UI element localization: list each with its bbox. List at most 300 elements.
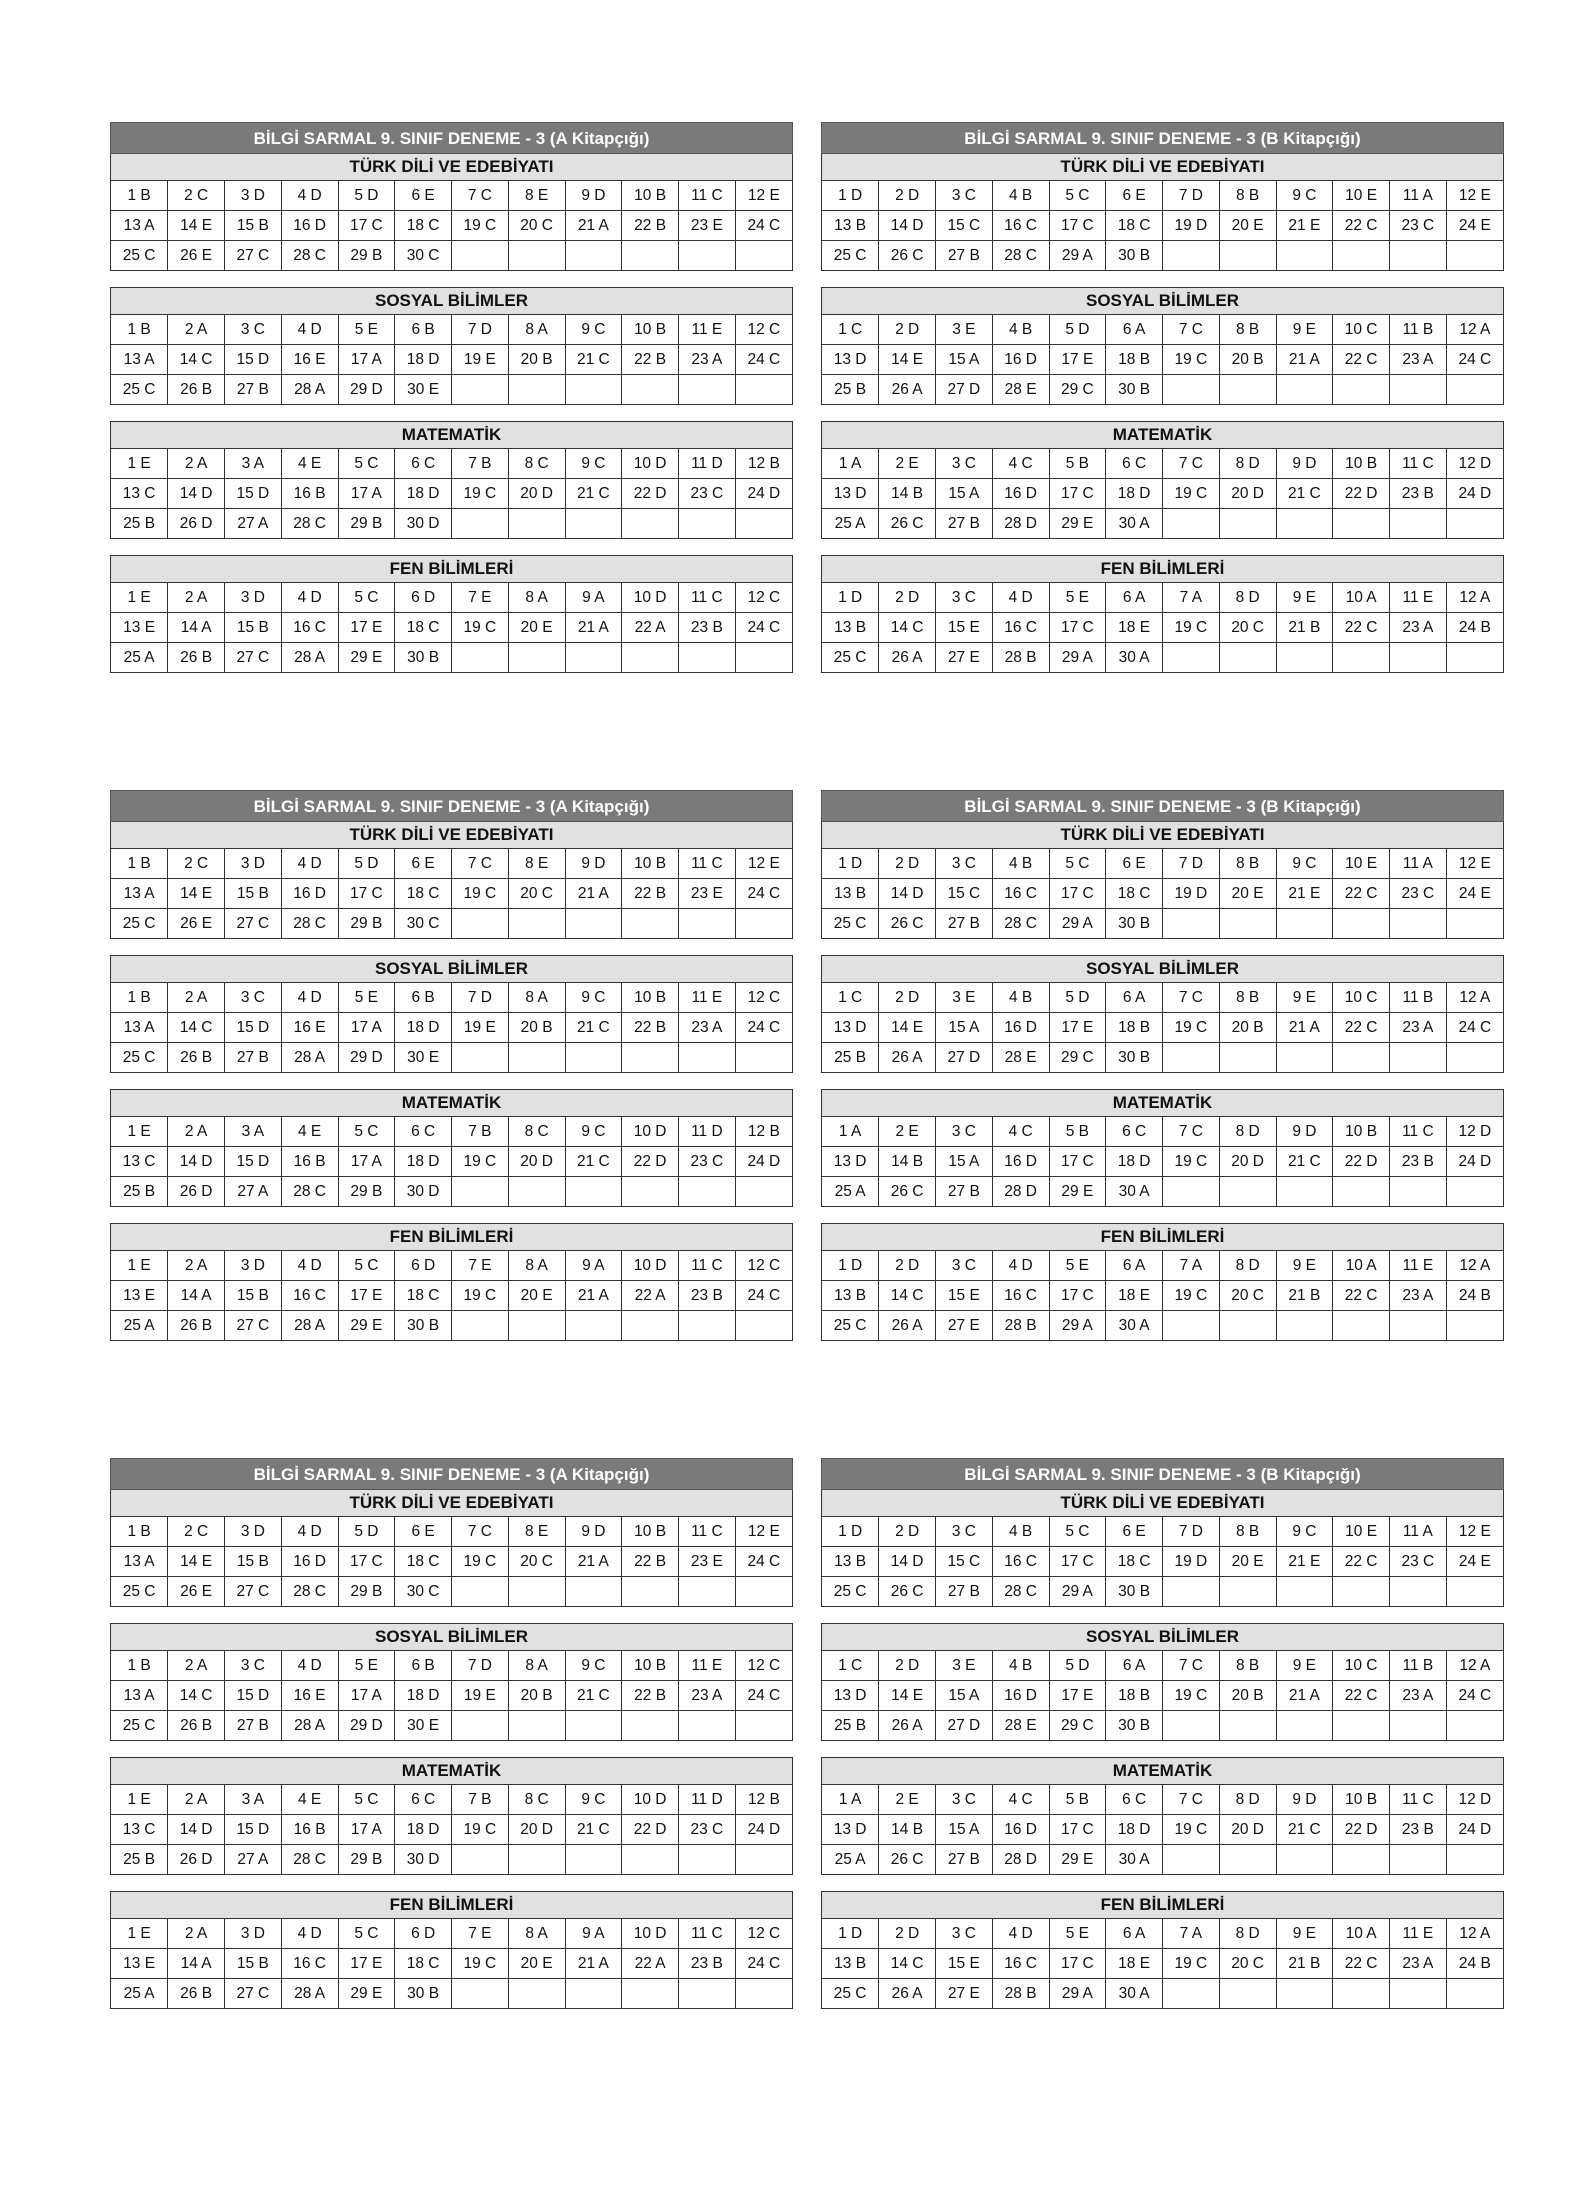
subject-title: MATEMATİK: [111, 422, 792, 449]
answer-cell: 5 B: [1049, 449, 1106, 479]
answer-cell: 23 A: [1390, 345, 1447, 375]
answer-cell: 27 B: [936, 1845, 993, 1875]
answer-cell: 8 A: [508, 315, 565, 345]
answer-row: [111, 211, 792, 241]
subject-title: TÜRK DİLİ VE EDEBİYATI: [111, 1490, 792, 1517]
answer-cell: 2 D: [879, 1251, 936, 1281]
answer-cell: 9 A: [565, 583, 622, 613]
answer-cell: 9 E: [1276, 315, 1333, 345]
answer-cell: 27 C: [225, 643, 282, 673]
answer-cell: 30 B: [1106, 1711, 1163, 1741]
empty-cell: [1219, 643, 1276, 673]
answer-cell: 11 C: [679, 1919, 736, 1949]
answer-cell: 7 A: [1163, 583, 1220, 613]
answer-cell: 19 D: [1163, 879, 1220, 909]
answer-cell: 8 B: [1219, 315, 1276, 345]
answer-cell: 16 D: [281, 879, 338, 909]
answer-table: [111, 1651, 792, 1740]
empty-cell: [735, 509, 792, 539]
answer-row: [822, 509, 1503, 539]
answer-cell: 21 A: [565, 1547, 622, 1577]
empty-cell: [508, 1177, 565, 1207]
empty-cell: [508, 241, 565, 271]
answer-cell: 6 D: [395, 1251, 452, 1281]
answer-cell: 5 C: [338, 583, 395, 613]
answer-cell: 24 C: [735, 1281, 792, 1311]
answer-cell: 18 D: [395, 1681, 452, 1711]
answer-cell: 7 B: [452, 1785, 509, 1815]
answer-cell: 7 D: [452, 315, 509, 345]
answer-cell: 13 B: [822, 613, 879, 643]
answer-cell: 4 D: [992, 583, 1049, 613]
answer-cell: 7 A: [1163, 1919, 1220, 1949]
empty-cell: [622, 375, 679, 405]
answer-cell: 16 D: [992, 1013, 1049, 1043]
answer-cell: 19 C: [1163, 345, 1220, 375]
answer-cell: 15 E: [936, 1281, 993, 1311]
empty-cell: [1390, 241, 1447, 271]
answer-cell: 28 E: [992, 375, 1049, 405]
answer-cell: 29 A: [1049, 241, 1106, 271]
answer-cell: 11 C: [679, 849, 736, 879]
subject-title: SOSYAL BİLİMLER: [822, 1624, 1503, 1651]
answer-cell: 14 C: [879, 1949, 936, 1979]
answer-cell: 20 C: [1219, 1949, 1276, 1979]
empty-cell: [565, 643, 622, 673]
empty-cell: [622, 909, 679, 939]
answer-cell: 27 D: [936, 1711, 993, 1741]
empty-cell: [1390, 1711, 1447, 1741]
empty-cell: [452, 1979, 509, 2009]
answer-cell: 23 A: [1390, 1681, 1447, 1711]
answer-cell: 12 A: [1446, 1251, 1503, 1281]
empty-cell: [508, 1711, 565, 1741]
answer-cell: 25 A: [822, 1845, 879, 1875]
answer-cell: 22 B: [622, 879, 679, 909]
answer-cell: 1 D: [822, 1251, 879, 1281]
empty-cell: [1333, 1711, 1390, 1741]
answer-cell: 30 B: [1106, 375, 1163, 405]
answer-cell: 26 C: [879, 1845, 936, 1875]
answer-cell: 30 D: [395, 1177, 452, 1207]
answer-cell: 16 C: [281, 1949, 338, 1979]
answer-cell: 26 E: [168, 241, 225, 271]
answer-cell: 14 B: [879, 479, 936, 509]
answer-cell: 8 D: [1219, 583, 1276, 613]
answer-cell: 23 B: [679, 1949, 736, 1979]
answer-row: [111, 1177, 792, 1207]
answer-cell: 11 B: [1390, 315, 1447, 345]
answer-key-title: BİLGİ SARMAL 9. SINIF DENEME - 3 (B Kitapçığı): [821, 122, 1504, 154]
answer-cell: 10 B: [1333, 1785, 1390, 1815]
subject-section: [110, 1490, 793, 1607]
empty-cell: [1390, 509, 1447, 539]
answer-cell: 28 C: [992, 1577, 1049, 1607]
answer-cell: 18 D: [395, 1013, 452, 1043]
answer-cell: 7 E: [452, 583, 509, 613]
answer-cell: 11 E: [679, 1651, 736, 1681]
answer-cell: 4 D: [992, 1919, 1049, 1949]
answer-cell: 4 D: [992, 1251, 1049, 1281]
answer-cell: 7 B: [452, 1117, 509, 1147]
answer-row: [822, 909, 1503, 939]
answer-table: [111, 583, 792, 672]
answer-cell: 21 A: [1276, 345, 1333, 375]
empty-cell: [508, 909, 565, 939]
answer-cell: 21 C: [565, 1815, 622, 1845]
answer-cell: 12 D: [1446, 449, 1503, 479]
answer-cell: 28 C: [992, 909, 1049, 939]
answer-row: [111, 241, 792, 271]
answer-cell: 11 C: [679, 583, 736, 613]
answer-cell: 5 C: [338, 1919, 395, 1949]
answer-cell: 24 C: [735, 345, 792, 375]
answer-cell: 12 E: [735, 1517, 792, 1547]
answer-cell: 30 B: [395, 1979, 452, 2009]
answer-row: [822, 1979, 1503, 2009]
answer-cell: 23 A: [1390, 1949, 1447, 1979]
answer-row: [111, 1785, 792, 1815]
answer-cell: 13 B: [822, 1949, 879, 1979]
answer-cell: 18 B: [1106, 345, 1163, 375]
answer-row: [111, 583, 792, 613]
answer-cell: 29 A: [1049, 643, 1106, 673]
answer-cell: 13 E: [111, 613, 168, 643]
answer-cell: 24 B: [1446, 1281, 1503, 1311]
answer-key-title: BİLGİ SARMAL 9. SINIF DENEME - 3 (A Kitapçığı): [110, 1458, 793, 1490]
answer-cell: 19 E: [452, 1013, 509, 1043]
answer-cell: 8 D: [1219, 1117, 1276, 1147]
answer-row: [111, 909, 792, 939]
answer-cell: 21 A: [565, 1281, 622, 1311]
answer-cell: 3 C: [936, 1517, 993, 1547]
answer-cell: 8 B: [1219, 181, 1276, 211]
empty-cell: [1446, 1311, 1503, 1341]
answer-cell: 8 A: [508, 583, 565, 613]
answer-cell: 16 E: [281, 1681, 338, 1711]
answer-cell: 21 A: [1276, 1013, 1333, 1043]
answer-cell: 2 D: [879, 181, 936, 211]
answer-cell: 27 B: [225, 1043, 282, 1073]
answer-cell: 17 A: [338, 345, 395, 375]
empty-cell: [565, 1043, 622, 1073]
answer-cell: 7 D: [1163, 1517, 1220, 1547]
answer-cell: 11 C: [679, 181, 736, 211]
answer-cell: 28 C: [992, 241, 1049, 271]
answer-cell: 16 C: [992, 879, 1049, 909]
answer-cell: 8 C: [508, 1117, 565, 1147]
empty-cell: [452, 1177, 509, 1207]
answer-cell: 21 B: [1276, 1949, 1333, 1979]
answer-cell: 12 B: [735, 1117, 792, 1147]
answer-row: [111, 315, 792, 345]
subject-section: [821, 421, 1504, 539]
answer-cell: 3 A: [225, 449, 282, 479]
empty-cell: [1219, 1711, 1276, 1741]
answer-cell: 11 D: [679, 449, 736, 479]
subject-section: [110, 421, 793, 539]
answer-cell: 24 C: [735, 211, 792, 241]
subject-title: MATEMATİK: [111, 1758, 792, 1785]
answer-cell: 3 C: [936, 449, 993, 479]
answer-cell: 10 B: [1333, 449, 1390, 479]
answer-row: [822, 1177, 1503, 1207]
answer-cell: 9 D: [1276, 449, 1333, 479]
answer-cell: 27 C: [225, 1311, 282, 1341]
answer-cell: 6 E: [1106, 181, 1163, 211]
empty-cell: [679, 1043, 736, 1073]
answer-cell: 9 D: [1276, 1785, 1333, 1815]
empty-cell: [679, 509, 736, 539]
answer-cell: 2 D: [879, 1919, 936, 1949]
answer-cell: 24 C: [1446, 1681, 1503, 1711]
empty-cell: [508, 643, 565, 673]
answer-cell: 13 D: [822, 345, 879, 375]
answer-cell: 21 A: [565, 879, 622, 909]
answer-cell: 1 E: [111, 1251, 168, 1281]
answer-cell: 10 A: [1333, 1919, 1390, 1949]
empty-cell: [452, 375, 509, 405]
answer-cell: 27 D: [936, 375, 993, 405]
answer-cell: 25 C: [822, 643, 879, 673]
empty-cell: [1390, 1577, 1447, 1607]
answer-cell: 10 B: [622, 849, 679, 879]
answer-cell: 16 C: [992, 211, 1049, 241]
answer-cell: 13 D: [822, 1013, 879, 1043]
answer-cell: 29 B: [338, 241, 395, 271]
answer-cell: 8 A: [508, 983, 565, 1013]
answer-row: [111, 1979, 792, 2009]
empty-cell: [565, 1577, 622, 1607]
answer-cell: 1 E: [111, 1785, 168, 1815]
empty-cell: [735, 1979, 792, 2009]
answer-cell: 19 C: [452, 879, 509, 909]
answer-cell: 3 C: [936, 1117, 993, 1147]
answer-cell: 16 E: [281, 1013, 338, 1043]
answer-cell: 27 B: [936, 909, 993, 939]
empty-cell: [622, 1845, 679, 1875]
answer-row: [822, 1117, 1503, 1147]
empty-cell: [1446, 1979, 1503, 2009]
answer-cell: 6 C: [1106, 1117, 1163, 1147]
answer-cell: 25 C: [822, 909, 879, 939]
empty-cell: [565, 509, 622, 539]
answer-table: [111, 1919, 792, 2008]
answer-table: [111, 1251, 792, 1340]
answer-cell: 9 E: [1276, 1251, 1333, 1281]
answer-cell: 19 D: [1163, 211, 1220, 241]
subject-section: [821, 1490, 1504, 1607]
answer-cell: 30 A: [1106, 1979, 1163, 2009]
answer-cell: 23 B: [1390, 479, 1447, 509]
answer-cell: 22 A: [622, 1949, 679, 1979]
answer-row: [111, 1311, 792, 1341]
answer-cell: 4 D: [281, 1651, 338, 1681]
answer-cell: 9 E: [1276, 1919, 1333, 1949]
empty-cell: [1276, 643, 1333, 673]
empty-cell: [1219, 1311, 1276, 1341]
answer-cell: 6 A: [1106, 315, 1163, 345]
answer-cell: 15 A: [936, 479, 993, 509]
answer-cell: 20 E: [508, 613, 565, 643]
answer-cell: 14 D: [168, 479, 225, 509]
answer-cell: 26 A: [879, 1711, 936, 1741]
answer-cell: 3 D: [225, 849, 282, 879]
answer-cell: 3 A: [225, 1785, 282, 1815]
answer-cell: 30 B: [1106, 241, 1163, 271]
answer-cell: 3 C: [936, 181, 993, 211]
answer-cell: 17 A: [338, 1681, 395, 1711]
answer-cell: 6 C: [395, 1117, 452, 1147]
answer-cell: 20 B: [1219, 345, 1276, 375]
subject-section: [821, 555, 1504, 673]
answer-cell: 1 B: [111, 1517, 168, 1547]
answer-row: [111, 1117, 792, 1147]
answer-cell: 25 C: [111, 375, 168, 405]
answer-cell: 2 A: [168, 1117, 225, 1147]
answer-cell: 3 D: [225, 583, 282, 613]
answer-cell: 18 D: [395, 1147, 452, 1177]
answer-cell: 13 C: [111, 1147, 168, 1177]
answer-cell: 23 B: [1390, 1815, 1447, 1845]
answer-cell: 19 C: [452, 479, 509, 509]
answer-cell: 21 C: [565, 1013, 622, 1043]
subject-title: FEN BİLİMLERİ: [822, 1892, 1503, 1919]
answer-cell: 11 E: [1390, 1919, 1447, 1949]
empty-cell: [1333, 1177, 1390, 1207]
answer-cell: 15 A: [936, 1681, 993, 1711]
answer-cell: 15 D: [225, 1147, 282, 1177]
answer-cell: 14 B: [879, 1147, 936, 1177]
subject-section: [110, 1891, 793, 2009]
answer-cell: 28 D: [992, 509, 1049, 539]
answer-cell: 9 A: [565, 1919, 622, 1949]
subject-title: TÜRK DİLİ VE EDEBİYATI: [822, 822, 1503, 849]
answer-cell: 6 C: [1106, 1785, 1163, 1815]
answer-row: [822, 583, 1503, 613]
answer-cell: 24 E: [1446, 1547, 1503, 1577]
answer-cell: 14 C: [879, 1281, 936, 1311]
answer-cell: 16 C: [281, 613, 338, 643]
answer-cell: 10 E: [1333, 181, 1390, 211]
empty-cell: [508, 509, 565, 539]
answer-cell: 4 E: [281, 1117, 338, 1147]
answer-table: [111, 983, 792, 1072]
answer-cell: 11 A: [1390, 1517, 1447, 1547]
answer-row: [111, 1547, 792, 1577]
answer-cell: 22 D: [1333, 479, 1390, 509]
answer-table: [111, 449, 792, 538]
answer-cell: 10 E: [1333, 849, 1390, 879]
answer-cell: 17 A: [338, 1815, 395, 1845]
empty-cell: [1163, 643, 1220, 673]
answer-cell: 8 C: [508, 449, 565, 479]
answer-cell: 3 C: [936, 1919, 993, 1949]
answer-row: [111, 849, 792, 879]
answer-cell: 24 D: [735, 1147, 792, 1177]
empty-cell: [1333, 1979, 1390, 2009]
empty-cell: [452, 1845, 509, 1875]
answer-cell: 8 A: [508, 1919, 565, 1949]
answer-cell: 2 E: [879, 449, 936, 479]
answer-cell: 17 E: [1049, 1681, 1106, 1711]
answer-cell: 12 C: [735, 1919, 792, 1949]
answer-cell: 23 E: [679, 1547, 736, 1577]
subject-section: [821, 287, 1504, 405]
answer-cell: 19 C: [452, 1815, 509, 1845]
answer-cell: 28 C: [281, 909, 338, 939]
subject-section: [821, 1891, 1504, 2009]
answer-cell: 27 B: [936, 1577, 993, 1607]
answer-cell: 28 A: [281, 1711, 338, 1741]
answer-cell: 22 A: [622, 613, 679, 643]
empty-cell: [1276, 909, 1333, 939]
answer-cell: 30 C: [395, 1577, 452, 1607]
answer-row: [822, 479, 1503, 509]
answer-row: [822, 1815, 1503, 1845]
answer-key-block: [821, 1458, 1504, 2009]
answer-cell: 24 C: [1446, 1013, 1503, 1043]
answer-cell: 9 C: [565, 983, 622, 1013]
empty-cell: [1219, 909, 1276, 939]
answer-cell: 12 A: [1446, 1651, 1503, 1681]
answer-cell: 11 C: [1390, 1117, 1447, 1147]
answer-cell: 30 A: [1106, 1177, 1163, 1207]
answer-cell: 4 B: [992, 849, 1049, 879]
empty-cell: [1333, 509, 1390, 539]
answer-cell: 14 A: [168, 1949, 225, 1979]
empty-cell: [1163, 1577, 1220, 1607]
empty-cell: [1276, 1311, 1333, 1341]
answer-cell: 28 A: [281, 1979, 338, 2009]
answer-cell: 15 B: [225, 613, 282, 643]
empty-cell: [1446, 1577, 1503, 1607]
answer-cell: 16 B: [281, 1815, 338, 1845]
answer-table: [822, 583, 1503, 672]
answer-cell: 2 A: [168, 1651, 225, 1681]
answer-cell: 19 C: [1163, 1815, 1220, 1845]
answer-cell: 3 D: [225, 1517, 282, 1547]
answer-cell: 17 E: [1049, 1013, 1106, 1043]
subject-section: [821, 1223, 1504, 1341]
answer-cell: 15 A: [936, 1013, 993, 1043]
answer-cell: 9 E: [1276, 983, 1333, 1013]
empty-cell: [1333, 1043, 1390, 1073]
answer-cell: 13 B: [822, 1547, 879, 1577]
empty-cell: [1390, 1177, 1447, 1207]
answer-cell: 3 C: [225, 1651, 282, 1681]
answer-cell: 13 C: [111, 1815, 168, 1845]
answer-cell: 21 A: [1276, 1681, 1333, 1711]
answer-cell: 14 E: [879, 345, 936, 375]
subject-section: [110, 1223, 793, 1341]
empty-cell: [679, 643, 736, 673]
answer-cell: 17 E: [338, 613, 395, 643]
answer-cell: 12 E: [1446, 849, 1503, 879]
empty-cell: [1390, 909, 1447, 939]
answer-cell: 11 B: [1390, 983, 1447, 1013]
answer-cell: 21 C: [565, 345, 622, 375]
answer-cell: 4 E: [281, 449, 338, 479]
answer-cell: 19 C: [1163, 1681, 1220, 1711]
answer-cell: 29 D: [338, 375, 395, 405]
answer-cell: 6 A: [1106, 1651, 1163, 1681]
answer-cell: 8 C: [508, 1785, 565, 1815]
answer-cell: 22 C: [1333, 879, 1390, 909]
answer-cell: 16 D: [992, 1681, 1049, 1711]
empty-cell: [1333, 1311, 1390, 1341]
answer-cell: 5 E: [338, 983, 395, 1013]
